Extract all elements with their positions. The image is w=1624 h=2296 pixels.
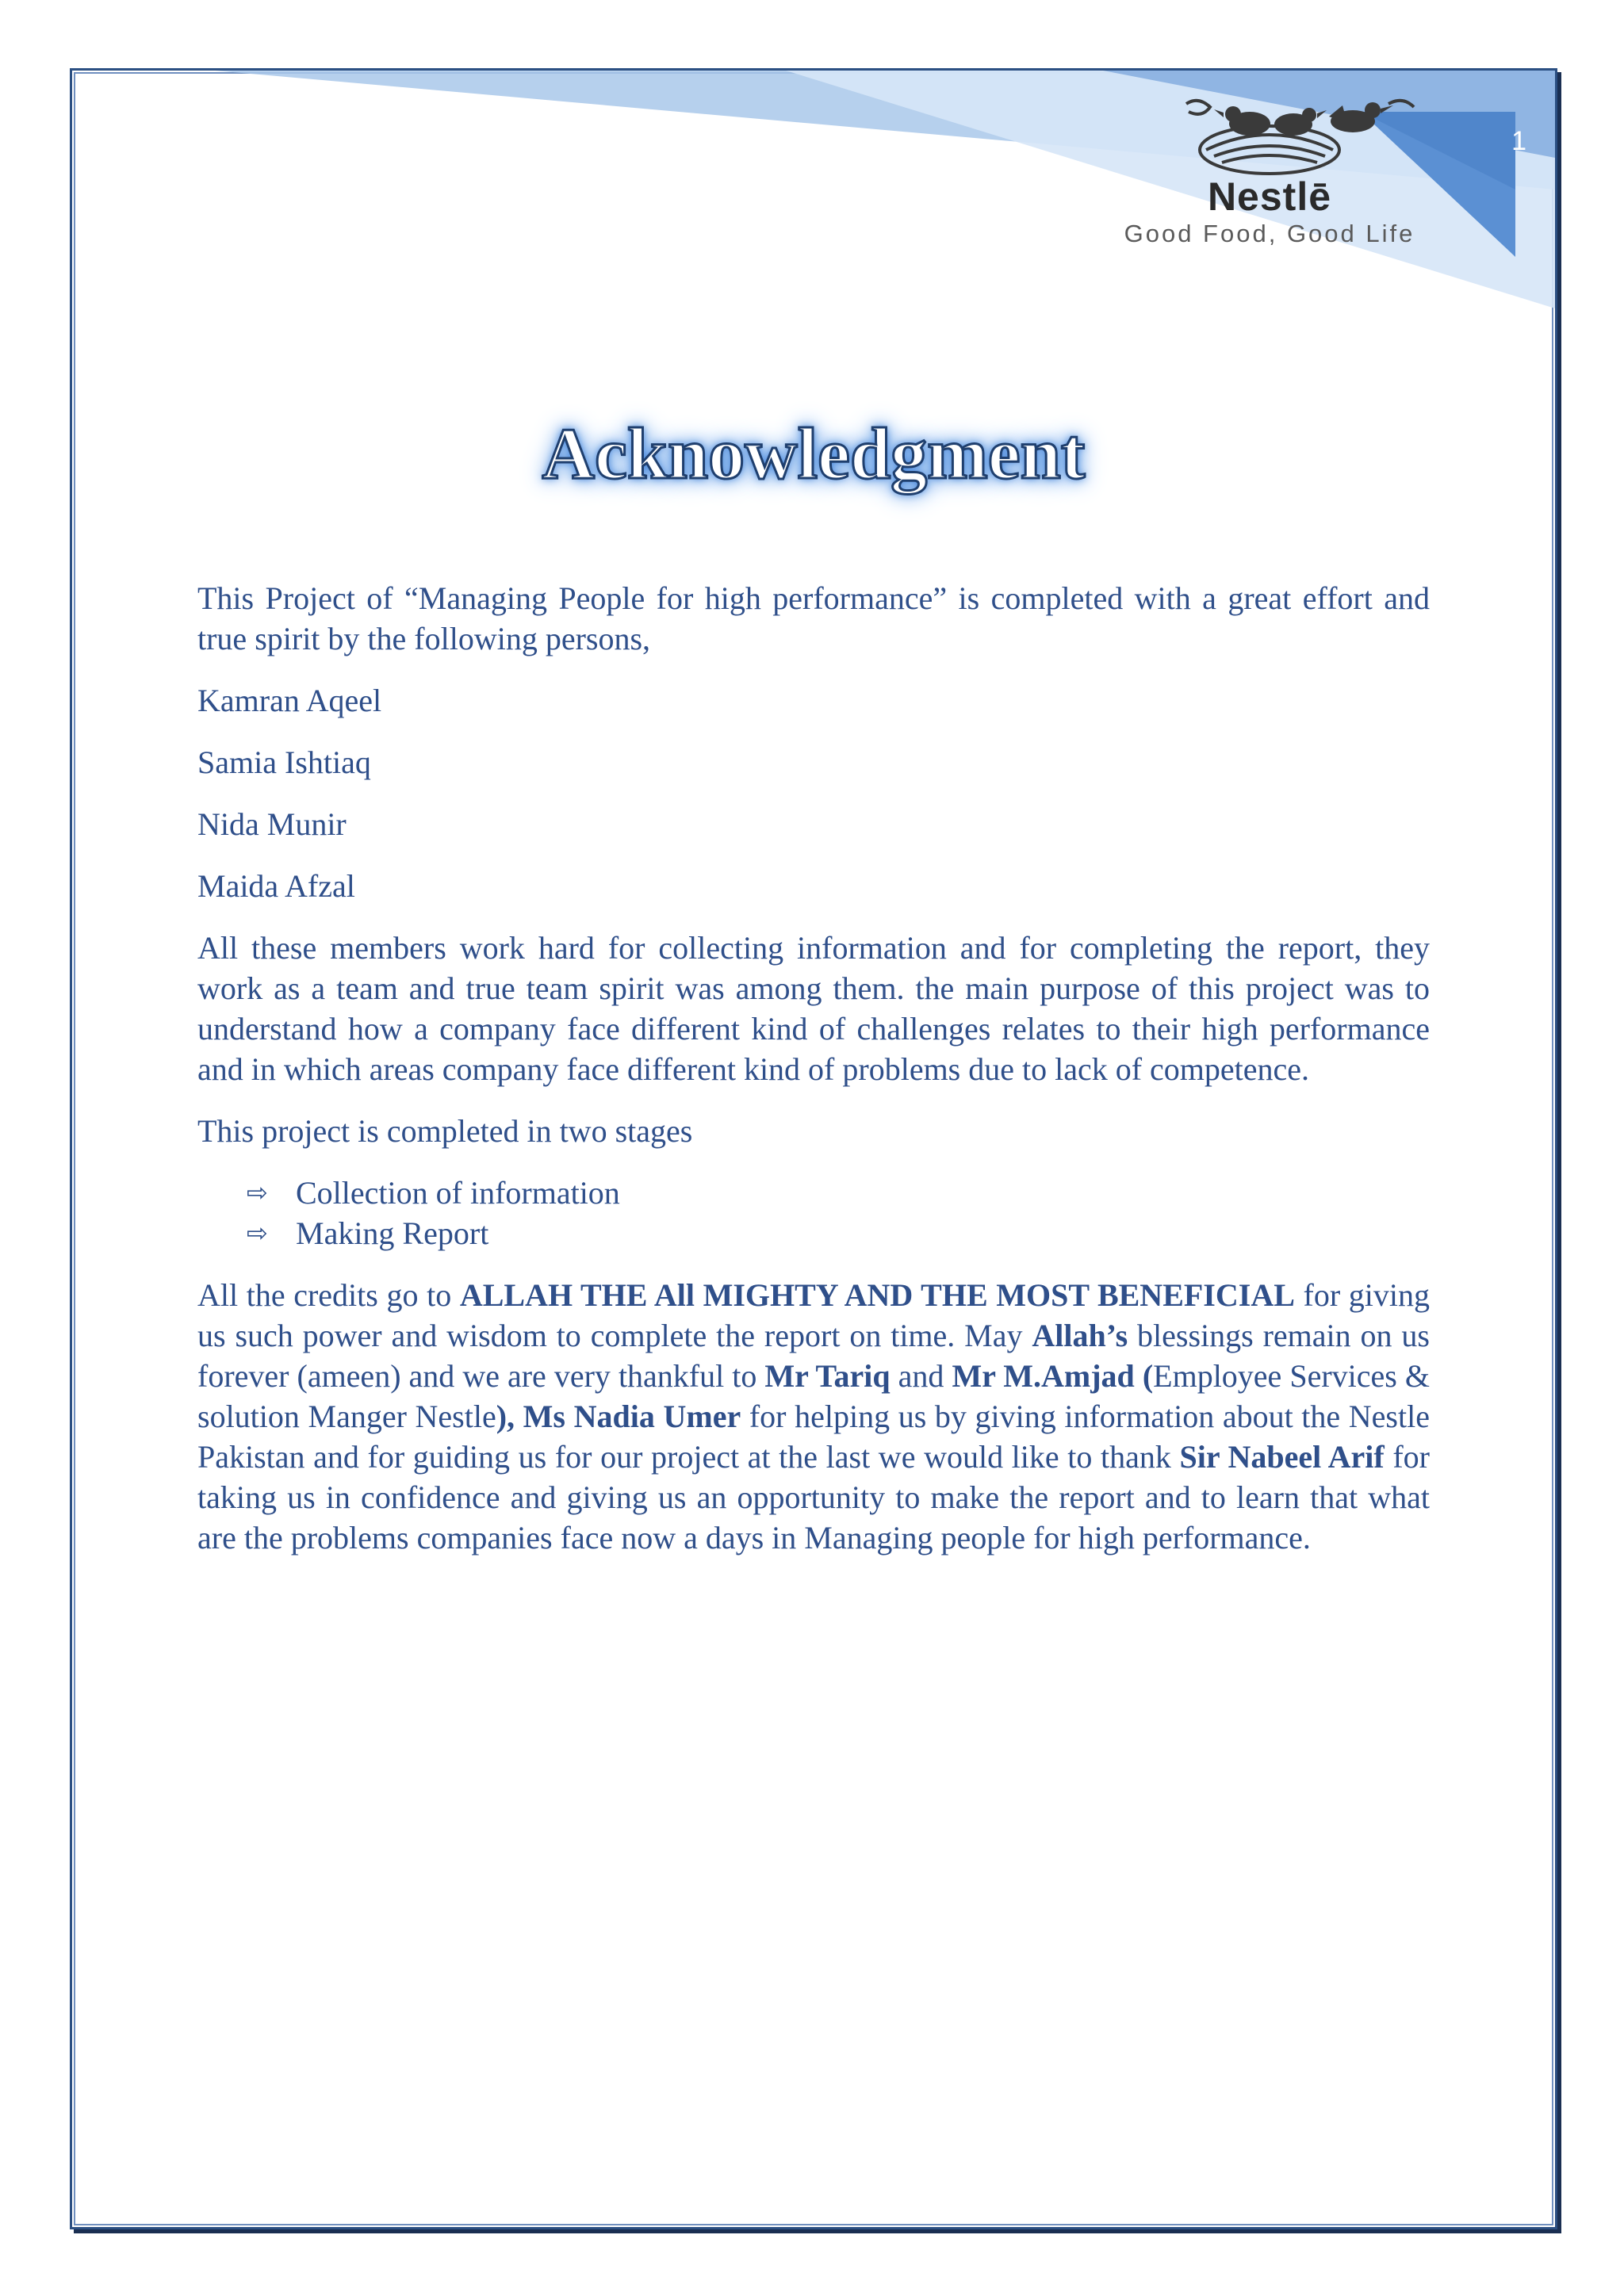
document-body [197, 578, 1430, 1579]
credits-text: for taking us in confidence and giving us an opportunity to make the report and to learn that what are the problems companies face now a days in Managing people for high performance. [197, 1439, 1431, 1556]
credits-bold: Mr M.Amjad ( [952, 1358, 1154, 1394]
credits-bold: ), Ms Nadia Umer [496, 1399, 741, 1434]
credits-text: All the credits go to [197, 1277, 460, 1313]
credits-text: and [890, 1358, 952, 1394]
stage-label: Making Report [296, 1215, 489, 1251]
credits-text: Employee Services & solution Manger Nestle [197, 1358, 1430, 1434]
page-frame [70, 68, 1557, 2229]
stages-list [197, 1173, 1430, 1253]
stage-label: Collection of information [296, 1175, 620, 1211]
logo-wordmark: Nestlē [1207, 174, 1332, 219]
credits-bold: Allah’s [1032, 1318, 1128, 1353]
arrow-right-icon: ⇨ [247, 1177, 268, 1207]
nest-birds-icon [1048, 88, 1492, 183]
credits-paragraph [197, 1275, 1430, 1558]
credits-bold: Sir Nabeel Arif [1179, 1439, 1385, 1475]
list-item [247, 1213, 1430, 1253]
credits-text: for helping us by giving information about the Nestle Pakistan and for guiding us for our project at the last we would like to thank [197, 1399, 1430, 1475]
team-paragraph: All these members work hard for collecting information and for completing the report, they work as a team and true team spirit was among them. the main purpose of this project was to understand how a company face different kind of challenges relates to their high performance and in which areas company face different kind of problems due to lack of competence. [197, 930, 1430, 1087]
page-number: 1 [1511, 126, 1526, 156]
credits-bold: ALLAH THE All MIGHTY AND THE MOST BENEFICIAL [459, 1277, 1295, 1313]
credits-text: blessings remain on us forever (ameen) and we are very thankful to [197, 1318, 1430, 1394]
credits-text: for giving us such power and wisdom to complete the report on time. May [197, 1277, 1430, 1353]
list-item [247, 1173, 1430, 1213]
stages-intro: This project is completed in two stages [197, 1113, 693, 1149]
member-name: Kamran Aqeel [197, 683, 382, 718]
nestle-logo [1048, 88, 1492, 302]
page-title: Acknowledgment [542, 413, 1086, 494]
logo-tagline: Good Food, Good Life [1124, 220, 1415, 247]
credits-bold: Mr Tariq [764, 1358, 891, 1394]
member-name: Samia Ishtiaq [197, 744, 371, 780]
member-name: Nida Munir [197, 806, 347, 842]
arrow-right-icon: ⇨ [247, 1218, 268, 1248]
intro-paragraph: This Project of “Managing People for high performance” is completed with a great effort and true spirit by the following persons, [197, 580, 1430, 656]
member-name: Maida Afzal [197, 868, 355, 904]
